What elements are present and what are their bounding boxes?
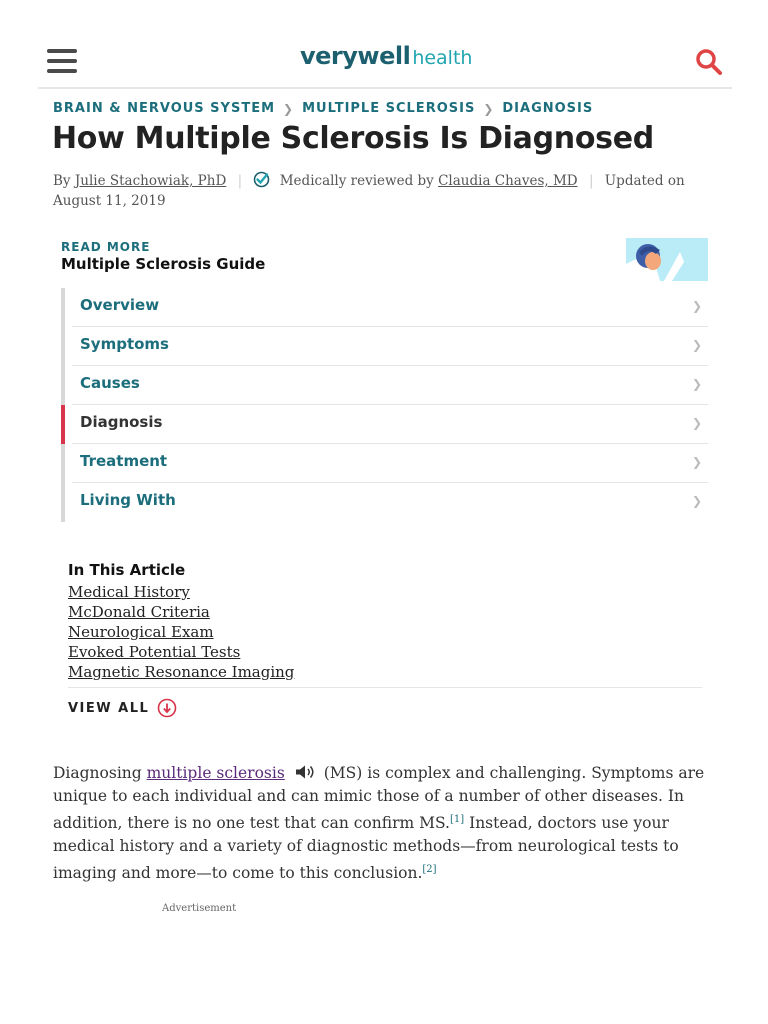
toc-link-mcdonald-criteria[interactable]: McDonald Criteria — [68, 603, 210, 621]
paragraph-text: Instead, doctors use your medical history and a variety of diagnostic methods—from neurological tests to imaging and more—to come to this conclusion. — [53, 814, 679, 883]
advertisement-label: Advertisement — [162, 903, 237, 914]
toc-link-neurological-exam[interactable]: Neurological Exam — [68, 623, 214, 641]
menu-icon[interactable] — [47, 49, 77, 73]
breadcrumb-diagnosis[interactable]: DIAGNOSIS — [502, 101, 594, 116]
table-of-contents — [68, 582, 294, 682]
guide-item-label: Causes — [80, 374, 140, 392]
citation-1[interactable] — [450, 814, 464, 825]
page-title: How Multiple Sclerosis Is Diagnosed — [52, 121, 654, 156]
view-all-label: VIEW ALL — [68, 700, 150, 716]
author-link[interactable]: Julie Stachowiak, PhD — [74, 173, 227, 189]
view-all-button[interactable] — [68, 698, 177, 718]
byline-divider: | — [237, 173, 243, 189]
guide-illustration-image — [626, 238, 708, 281]
guide-item-causes[interactable] — [61, 366, 708, 405]
guide-item-label: Living With — [80, 491, 176, 509]
article-paragraph — [53, 762, 717, 885]
list-item — [68, 662, 294, 682]
guide-item-diagnosis[interactable] — [61, 405, 708, 444]
guide-item-label: Treatment — [80, 452, 168, 470]
citation-link[interactable]: [2] — [422, 864, 437, 876]
paragraph-text: (MS) is complex and challenging. Symptoms are unique to each individual and can mimic those of a number of other diseases. In addition, there is no one test that can confirm MS. — [53, 764, 705, 833]
updated-date: Updated on August 11, 2019 — [53, 173, 685, 209]
breadcrumb — [53, 101, 593, 116]
citation-2[interactable] — [422, 864, 436, 875]
paragraph-text: Diagnosing — [53, 764, 147, 782]
toc-title: In This Article — [68, 561, 186, 579]
site-header — [38, 22, 732, 89]
site-logo[interactable] — [300, 44, 472, 68]
breadcrumb-brain-nervous-system[interactable]: BRAIN & NERVOUS SYSTEM — [53, 101, 276, 116]
toc-link-evoked-potential-tests[interactable]: Evoked Potential Tests — [68, 643, 241, 661]
article-byline — [53, 171, 718, 211]
chevron-right-icon: ❯ — [483, 101, 495, 116]
chevron-right-icon: ❯ — [691, 299, 702, 313]
logo-secondary: health — [412, 47, 473, 69]
chevron-right-icon: ❯ — [691, 377, 702, 391]
list-item — [68, 622, 294, 642]
guide-read-more-label: READ MORE — [61, 240, 151, 254]
breadcrumb-multiple-sclerosis[interactable]: MULTIPLE SCLEROSIS — [302, 101, 476, 116]
reviewer-link[interactable]: Claudia Chaves, MD — [438, 173, 578, 189]
multiple-sclerosis-link[interactable]: multiple sclerosis — [146, 764, 285, 782]
toc-link-medical-history[interactable]: Medical History — [68, 583, 190, 601]
guide-item-label: Diagnosis — [80, 413, 163, 431]
logo-primary: verywell — [300, 42, 411, 70]
list-item — [68, 642, 294, 662]
guide-item-label: Symptoms — [80, 335, 169, 353]
list-item — [68, 582, 294, 602]
search-icon[interactable] — [695, 48, 723, 76]
guide-item-symptoms[interactable] — [61, 327, 708, 366]
toc-link-magnetic-resonance-imaging[interactable]: Magnetic Resonance Imaging — [68, 663, 295, 681]
citation-link[interactable]: [1] — [449, 814, 465, 825]
byline-by: By — [53, 173, 71, 189]
chevron-right-icon: ❯ — [691, 455, 702, 469]
guide-nav — [61, 288, 708, 522]
chevron-right-icon: ❯ — [691, 494, 702, 508]
list-item — [68, 602, 294, 622]
guide-item-overview[interactable] — [61, 288, 708, 327]
guide-item-treatment[interactable] — [61, 444, 708, 483]
guide-item-label: Overview — [80, 296, 160, 314]
guide-item-living-with[interactable] — [61, 483, 708, 522]
chevron-right-icon: ❯ — [283, 101, 295, 116]
chevron-right-icon: ❯ — [691, 338, 702, 352]
reviewed-by-label: Medically reviewed by — [279, 173, 434, 189]
toc-divider — [68, 687, 702, 688]
chevron-right-icon: ❯ — [691, 416, 702, 430]
speaker-icon[interactable] — [295, 765, 315, 779]
guide-title[interactable]: Multiple Sclerosis Guide — [61, 255, 266, 273]
byline-divider: | — [588, 173, 594, 189]
arrow-down-circle-icon — [157, 698, 177, 718]
medically-reviewed-check-icon — [253, 171, 270, 188]
